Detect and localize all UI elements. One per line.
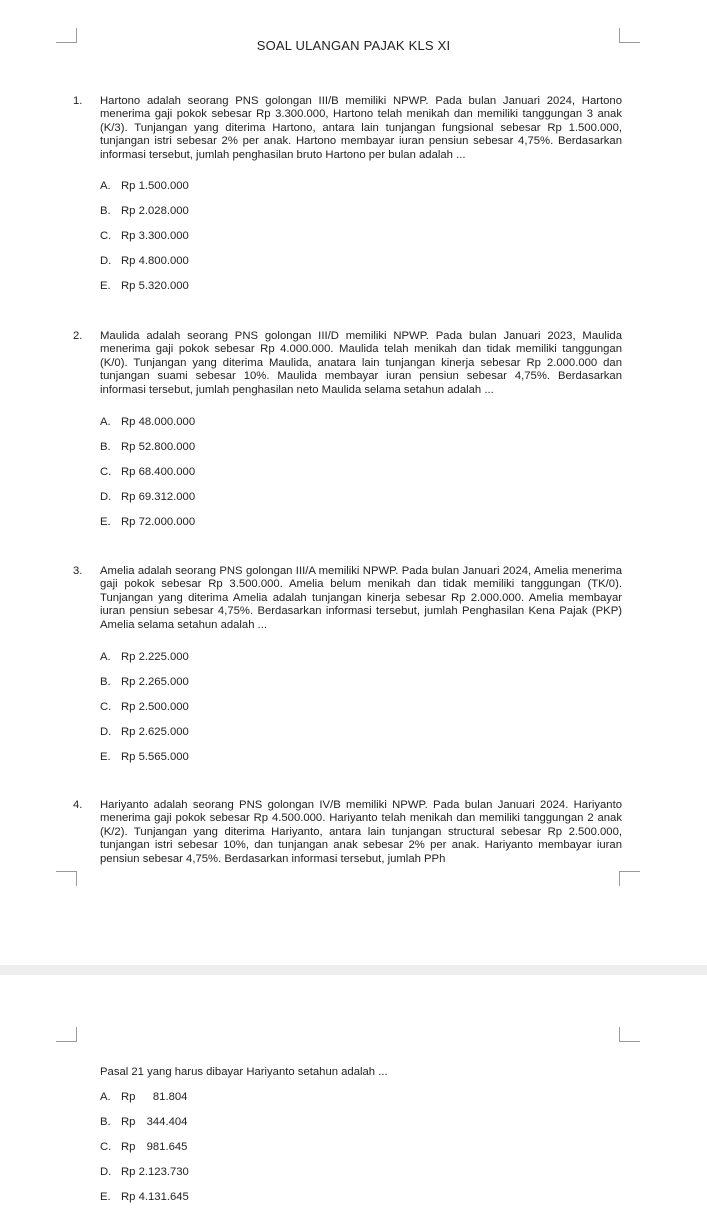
option-text: Rp 2.225.000	[121, 651, 189, 663]
question-text-body: Amelia adalah seorang PNS golongan III/A memiliki NPWP. Pada bulan Januari 2024, Amelia menerima gaji pokok sebesar Rp 3.500.000. Amelia belum menikah dan tidak memiliki tanggungan (TK/0). Tunjangan yang diterima Amelia adalah tunjangan kinerja sebesar Rp 2.000.000. Amelia membayar iuran pensiun sebesar 4,75%. Berdasarkan informasi tersebut, jumlah Penghasilan Kena Pajak (PKP) Amelia selama setahun adalah ...	[100, 565, 622, 631]
option-a[interactable]	[100, 1091, 187, 1104]
option-letter: C.	[100, 1141, 112, 1153]
option-e[interactable]	[100, 1191, 189, 1204]
option-letter: D.	[100, 726, 112, 738]
question-text	[100, 565, 622, 632]
crop-mark	[56, 871, 77, 886]
option-text: Rp 72.000.000	[121, 516, 196, 528]
page-sheet-2	[0, 975, 707, 1229]
option-text: Rp 4.131.645	[121, 1191, 189, 1203]
option-letter: E.	[100, 751, 111, 763]
option-e[interactable]	[100, 751, 189, 764]
option-text: Rp 3.300.000	[121, 230, 189, 242]
option-b[interactable]	[100, 676, 189, 689]
option-letter: E.	[100, 1191, 111, 1203]
option-letter: A.	[100, 416, 111, 428]
question-number: 1.	[73, 95, 83, 107]
option-letter: E.	[100, 516, 111, 528]
option-letter: B.	[100, 1116, 111, 1128]
option-c[interactable]	[100, 466, 195, 479]
option-amount: 81.804	[152, 1091, 188, 1103]
option-d[interactable]	[100, 491, 195, 504]
option-letter: C.	[100, 466, 112, 478]
option-c[interactable]	[100, 701, 189, 714]
option-text: Rp 5.320.000	[121, 280, 189, 292]
option-letter: B.	[100, 676, 111, 688]
option-c[interactable]	[100, 230, 189, 243]
option-amount: 981.645	[146, 1141, 188, 1153]
option-b[interactable]	[100, 1116, 187, 1129]
option-text: Rp 2.123.730	[121, 1166, 189, 1178]
crop-mark	[56, 1027, 77, 1042]
option-text: Rp 2.265.000	[121, 676, 189, 688]
option-letter: E.	[100, 280, 111, 292]
option-d[interactable]	[100, 726, 189, 739]
question-text	[100, 95, 622, 162]
page-break	[0, 965, 707, 975]
question-number: 4.	[73, 799, 83, 811]
option-amount: 344.404	[146, 1116, 188, 1128]
option-d[interactable]	[100, 1166, 189, 1179]
option-e[interactable]	[100, 280, 189, 293]
option-b[interactable]	[100, 441, 195, 454]
question-number: 3.	[73, 565, 83, 577]
option-letter: C.	[100, 701, 112, 713]
option-letter: A.	[100, 180, 111, 192]
option-letter: A.	[100, 651, 111, 663]
option-text: Rp 52.800.000	[121, 441, 196, 453]
option-e[interactable]	[100, 516, 195, 529]
option-text: Rp 2.028.000	[121, 205, 189, 217]
option-currency: Rp	[121, 1116, 136, 1128]
crop-mark	[619, 871, 640, 886]
option-text: Rp 2.625.000	[121, 726, 189, 738]
question-number: 2.	[73, 330, 83, 342]
option-letter: D.	[100, 491, 112, 503]
option-letter: D.	[100, 255, 112, 267]
option-text: Rp 1.500.000	[121, 180, 189, 192]
option-text: Rp 68.400.000	[121, 466, 196, 478]
crop-mark	[619, 1027, 640, 1042]
option-a[interactable]	[100, 651, 189, 664]
option-text: Rp 69.312.000	[121, 491, 196, 503]
question-text-body: Maulida adalah seorang PNS golongan III/D memiliki NPWP. Pada bulan Januari 2023, Maulida menerima gaji pokok sebesar Rp 4.000.000. Maulida telah menikah dan tidak memiliki tanggungan (K/0). Tunjangan yang diterima Maulida, anatara lain tunjangan kinerja sebesar Rp 2.000.000 dan tunjangan suami sebesar 10%. Maulida membayar iuran pensiun sebesar 4,75%. Berdasarkan informasi tersebut, jumlah penghasilan neto Maulida selama setahun adalah ...	[100, 330, 622, 396]
question-text-body: Hartono adalah seorang PNS golongan III/B memiliki NPWP. Pada bulan Januari 2024, Hartono menerima gaji pokok sebesar Rp 3.300.000, Hartono telah menikah dan memiliki tanggungan 3 anak (K/3). Tunjangan yang diterima Hartono, antara lain tunjangan fungsional sebesar Rp 1.500.000, tunjangan istri sebesar 2% per anak. Hartono membayar iuran pensiun sebesar 4,75%. Berdasarkan informasi tersebut, jumlah penghasilan bruto Hartono per bulan adalah ...	[100, 95, 622, 161]
question-text-body: Hariyanto adalah seorang PNS golongan IV/B memiliki NPWP. Pada bulan Januari 2024. Hariyanto menerima gaji pokok sebesar Rp 4.500.000. Hariyanto telah menikah dan memiliki tanggungan 2 anak (K/2). Tunjangan yang diterima Hariyanto, antara lain tunjangan structural sebesar Rp 2.500.000, tunjangan istri sebesar 10%, dan tunjangan anak sebesar 2% per anak. Hariyanto membayar iuran pensiun sebesar 4,75%. Berdasarkan informasi tersebut, jumlah PPh	[100, 799, 622, 865]
option-c[interactable]	[100, 1141, 187, 1154]
option-text: Rp 4.800.000	[121, 255, 189, 267]
option-a[interactable]	[100, 416, 195, 429]
option-letter: C.	[100, 230, 112, 242]
option-letter: D.	[100, 1166, 112, 1178]
option-a[interactable]	[100, 180, 189, 193]
question-text	[100, 799, 622, 866]
option-letter: B.	[100, 441, 111, 453]
option-letter: B.	[100, 205, 111, 217]
option-b[interactable]	[100, 205, 189, 218]
option-text: Rp 48.000.000	[121, 416, 196, 428]
option-text: Rp 2.500.000	[121, 701, 189, 713]
option-currency: Rp	[121, 1091, 136, 1103]
page-title: SOAL ULANGAN PAJAK KLS XI	[256, 38, 451, 53]
option-currency: Rp	[121, 1141, 136, 1153]
option-text: Rp 5.565.000	[121, 751, 189, 763]
question-text	[100, 330, 622, 397]
option-d[interactable]	[100, 255, 189, 268]
question-4-continuation: Pasal 21 yang harus dibayar Hariyanto setahun adalah ...	[100, 1066, 388, 1078]
option-letter: A.	[100, 1091, 111, 1103]
